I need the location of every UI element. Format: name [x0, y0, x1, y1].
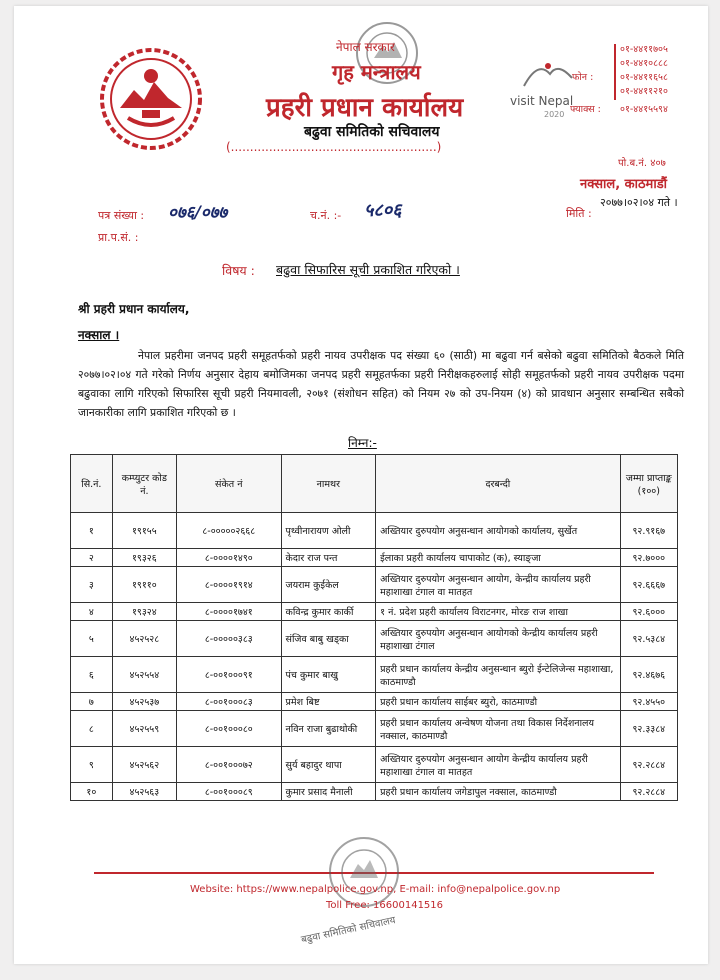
cell-total-score: ९२.६००० [620, 603, 677, 621]
list-heading: निम्न:- [348, 436, 377, 450]
cell-computer-code: ४५२५५९ [112, 711, 176, 747]
cell-computer-code: ४५२५२८ [112, 621, 176, 657]
header-sn: सि.नं. [71, 455, 113, 513]
po-box: पो.ब.नं. ४०७ [618, 158, 666, 169]
cell-posting: प्रहरी प्रधान कार्यालय साईबर ब्युरो, काठमाण्डौ [376, 693, 620, 711]
visit-nepal-text: visit Nepal [510, 94, 574, 108]
cell-total-score: ९२.५३८४ [620, 621, 677, 657]
cell-name: कविन्द्र कुमार कार्की [281, 603, 376, 621]
committee-name: बढुवा समितिको सचिवालय [304, 124, 440, 140]
dispatch-number-value: ५८०६ [364, 200, 402, 221]
phone-4: ०१-४४११२१० [620, 86, 668, 97]
table-row [71, 549, 678, 567]
cell-computer-code: ४५२५५४ [112, 657, 176, 693]
cell-symbol-number: ८-००१०००९१ [177, 657, 282, 693]
cell-name: संजिव बाबु खड्का [281, 621, 376, 657]
office-location: नक्साल, काठमाडौं [580, 177, 668, 192]
phone-bracket [614, 44, 616, 100]
cell-total-score: ९२.२८८४ [620, 747, 677, 783]
cell-total-score: ९२.३३८४ [620, 711, 677, 747]
cell-posting: प्रहरी प्रधान कार्यालय केन्द्रीय अनुसन्धान ब्युरो ईन्टेलिजेन्स महाशाखा, काठमाण्डौ [376, 657, 620, 693]
visit-nepal-logo-icon [520, 56, 576, 98]
cell-sn: ७ [71, 693, 113, 711]
cell-name: पंच कुमार बाखु [281, 657, 376, 693]
cell-sn: ३ [71, 567, 113, 603]
subject-text: बढुवा सिफारिस सूची प्रकाशित गरिएको । [276, 262, 460, 277]
recipient-name: श्री प्रहरी प्रधान कार्यालय, [78, 302, 190, 316]
cell-sn: ९ [71, 747, 113, 783]
fax-number: ०१-४४१५५९४ [620, 104, 668, 115]
cell-symbol-number: ८-००१०००८३ [177, 693, 282, 711]
cell-symbol-number: ८-००००१९१४ [177, 567, 282, 603]
letter-number-label: पत्र संख्या : [98, 209, 145, 222]
cell-sn: ५ [71, 621, 113, 657]
cell-computer-code: ४५२५६३ [112, 783, 176, 801]
phone-label: फोन : [572, 72, 594, 83]
cell-posting: प्रहरी प्रधान कार्यालय जगेडापुल नक्साल, काठमाण्डौ [376, 783, 620, 801]
table-header-row [71, 455, 678, 513]
cell-symbol-number: ८-००१०००७२ [177, 747, 282, 783]
header-name: नामथर [281, 455, 376, 513]
cell-sn: १० [71, 783, 113, 801]
cell-total-score: ९२.७००० [620, 549, 677, 567]
footer-stamp-text: बढुवा समितिको सचिवालय [300, 915, 397, 946]
dotted-line: (......................................................) [226, 140, 442, 154]
footer-toll-free: Toll Free: 16600141516 [326, 900, 444, 911]
letter-page [14, 6, 708, 964]
date-label: मिति : [566, 207, 592, 220]
cell-posting: १ नं. प्रदेश प्रहरी कार्यालय विराटनगर, मोरङ राज शाखा [376, 603, 620, 621]
table-row [71, 693, 678, 711]
top-stamp-text: नेपाल सरकार [336, 40, 395, 54]
cell-name: केदार राज पन्त [281, 549, 376, 567]
cell-symbol-number: ८-०००००२६६८ [177, 513, 282, 549]
table-row [71, 747, 678, 783]
cell-total-score: ९२.६६६७ [620, 567, 677, 603]
cell-computer-code: ४५२५६२ [112, 747, 176, 783]
cell-computer-code: १९३२४ [112, 603, 176, 621]
nepal-police-emblem-icon [98, 46, 204, 152]
phone-2: ०१-४४१०८८८ [620, 58, 668, 69]
cell-sn: १ [71, 513, 113, 549]
header-symbol-number: संकेत नं [177, 455, 282, 513]
table-row [71, 513, 678, 549]
cell-name: कुमार प्रसाद मैनाली [281, 783, 376, 801]
cell-posting: ईलाका प्रहरी कार्यालय चापाकोट (क), स्याङ्जा [376, 549, 620, 567]
header-total-score: जम्मा प्राप्ताङ्क (१००) [620, 455, 677, 513]
recommendation-table [70, 454, 678, 801]
header-computer-code: कम्प्युटर कोड नं. [112, 455, 176, 513]
cell-sn: ६ [71, 657, 113, 693]
cell-symbol-number: ८-००१०००८९ [177, 783, 282, 801]
cell-sn: २ [71, 549, 113, 567]
cell-name: सुर्य बहादुर थापा [281, 747, 376, 783]
cell-posting: प्रहरी प्रधान कार्यालय अन्वेषण योजना तथा विकास निर्देशनालय नक्साल, काठमाण्डौ [376, 711, 620, 747]
recipient-place: नक्साल । [78, 328, 120, 342]
subject-label: विषय : [222, 263, 255, 278]
cell-name: प्रमेश बिष्ट [281, 693, 376, 711]
cell-computer-code: ४५२५३७ [112, 693, 176, 711]
cell-posting: अख्तियार दुरुपयोग अनुसन्धान आयोगको केन्द्रीय कार्यालय प्रहरी महाशाखा टंगाल [376, 621, 620, 657]
cell-total-score: ९२.४६७६ [620, 657, 677, 693]
cell-symbol-number: ८-०००००३८३ [177, 621, 282, 657]
cell-computer-code: १९१५५ [112, 513, 176, 549]
table-row [71, 567, 678, 603]
cell-symbol-number: ८-००००१४९० [177, 549, 282, 567]
pra-pa-label: प्रा.प.सं. : [98, 231, 139, 244]
body-paragraph: नेपाल प्रहरीमा जनपद प्रहरी समूहतर्फको प्रहरी नायव उपरीक्षक पद संख्या ६० (साठी) मा बढुवा गर्न बसेको बढुवा समितिको बैठकले मिति २०७७।०२।०४ गते गरेको निर्णय अनुसार देहाय बमोजिमका जनपद प्रहरी समूहतर्फका प्रहरी निरीक्षकहरुलाई सोही समूहतर्फको प्रहरी नायव उपरीक्षक पदमा बढुवाका लागि गरिएको सिफारिस सूची प्रहरी नियमावली, २०७१ (संशोधन सहित) को नियम २७ को उप-नियम (४) को प्रावधान अनुसार सम्बन्धित सबैको जानकारीका लागि प्रकाशित गरिएको छ । [78, 349, 684, 419]
visit-nepal-year: 2020 [544, 110, 565, 119]
letter-number-value: ०७६/०७७ [168, 203, 228, 223]
cell-symbol-number: ८-००००१७४१ [177, 603, 282, 621]
cell-computer-code: १९११० [112, 567, 176, 603]
cell-computer-code: १९३२६ [112, 549, 176, 567]
ministry-name: गृह मन्त्रालय [332, 60, 421, 84]
header-posting: दरबन्दी [376, 455, 620, 513]
cell-total-score: ९२.४५५० [620, 693, 677, 711]
fax-label: फ्याक्स : [570, 104, 601, 115]
footer-website: Website: https://www.nepalpolice.gov.np, E-mail: info@nepalpolice.gov.np [190, 884, 561, 895]
cell-sn: ४ [71, 603, 113, 621]
date-value: २०७७।०२।०४ गते । [600, 196, 678, 209]
cell-sn: ८ [71, 711, 113, 747]
cell-name: नविन राजा बुढाथोकी [281, 711, 376, 747]
cell-posting: अख्तियार दुरुपयोग अनुसन्धान आयोगको कार्यालय, सुर्खेत [376, 513, 620, 549]
table-row [71, 783, 678, 801]
cell-posting: अख्तियार दुरुपयोग अनुसन्धान आयोग, केन्द्रीय कार्यालय प्रहरी महाशाखा टंगाल वा मातहत [376, 567, 620, 603]
cell-total-score: ९२.९१६७ [620, 513, 677, 549]
table-row [71, 711, 678, 747]
table-row [71, 621, 678, 657]
office-title: प्रहरी प्रधान कार्यालय [266, 93, 464, 123]
cell-symbol-number: ८-००१०००८० [177, 711, 282, 747]
phone-1: ०१-४४११७०५ [620, 44, 668, 55]
table-row [71, 657, 678, 693]
cell-name: जयराम कुईकेल [281, 567, 376, 603]
cell-name: पृथ्वीनारायण ओली [281, 513, 376, 549]
phone-3: ०१-४४११६५८ [620, 72, 668, 83]
cell-posting: अख्तियार दुरुपयोग अनुसन्धान आयोग केन्द्रीय कार्यालय प्रहरी महाशाखा टंगाल वा मातहत [376, 747, 620, 783]
dispatch-number-label: च.नं. :- [310, 209, 342, 222]
table-row [71, 603, 678, 621]
cell-total-score: ९२.२८८४ [620, 783, 677, 801]
